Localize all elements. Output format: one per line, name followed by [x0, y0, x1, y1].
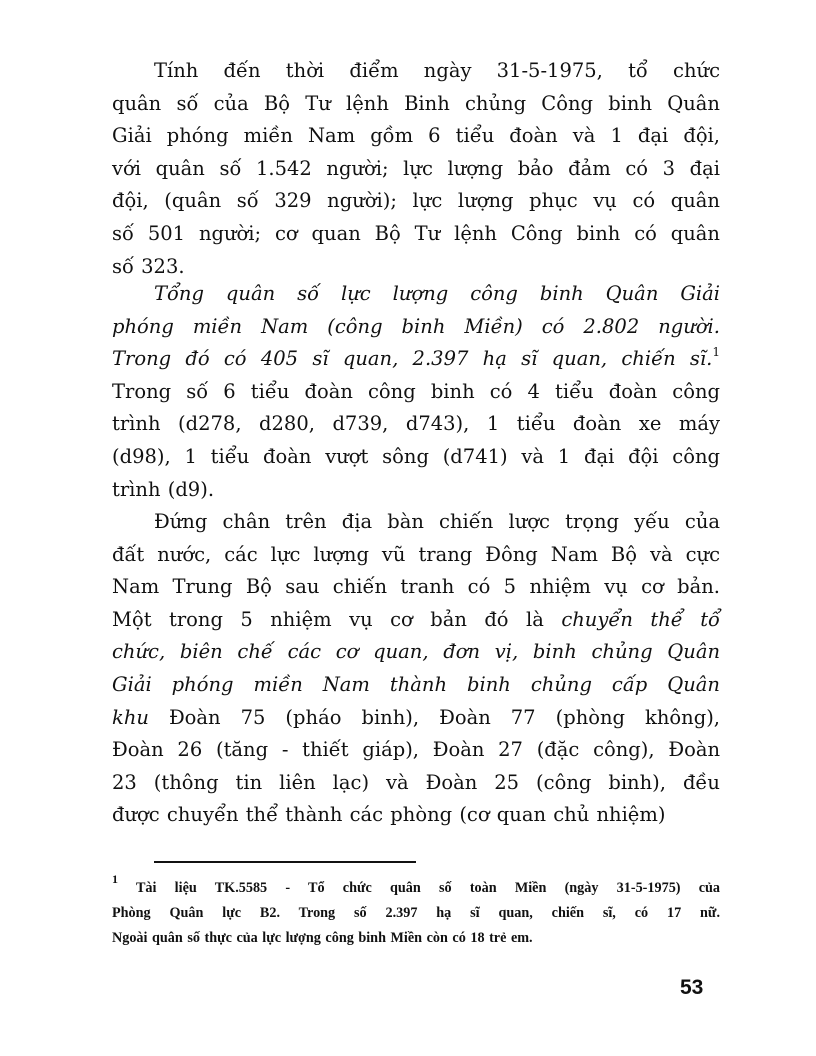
- text-line: [112, 767, 720, 800]
- text-line: [112, 376, 720, 409]
- text-segment: số 323.: [112, 254, 185, 278]
- text-segment: Tổng quân số lực lượng công binh Quân Giải: [154, 282, 720, 305]
- text-line: [112, 441, 720, 474]
- footnote: [112, 872, 721, 951]
- footnote-line: Ngoài quân số thực của lực lượng công binh Miền còn có 18 trẻ em.: [112, 930, 533, 946]
- text-segment: Một trong 5 nhiệm vụ cơ bản đó là: [112, 607, 562, 631]
- text-line: [112, 734, 720, 767]
- text-segment: Giải phóng miền Nam thành binh chủng cấp Quân: [112, 672, 720, 696]
- text-segment: được chuyển thể thành các phòng (cơ quan chủ nhiệm): [112, 803, 666, 827]
- text-line: [112, 343, 720, 376]
- footnote-line: Phòng Quân lực B2. Trong số 2.397 hạ sĩ quan, chiến sĩ, có 17 nữ.: [112, 905, 720, 921]
- text-line: [112, 539, 720, 572]
- text-line: [112, 474, 720, 507]
- text-segment: khu: [112, 705, 149, 729]
- text-segment: đội, (quân số 329 người); lực lượng phục vụ có quân: [112, 189, 720, 213]
- text-segment: phóng miền Nam (công binh Miền) có 2.802 người.: [112, 314, 720, 338]
- text-line: [112, 408, 720, 441]
- text-segment: quân số của Bộ Tư lệnh Binh chủng Công binh Quân: [112, 91, 720, 115]
- text-line: [112, 799, 720, 832]
- text-line: [112, 506, 720, 539]
- paragraph-1: [112, 55, 720, 283]
- footnote-text: Tài liệu TK.5585 - Tổ chức quân số toàn Miền (ngày 31-5-1975) của: [135, 880, 721, 896]
- footnote-separator: [154, 861, 416, 863]
- text-segment: Đứng chân trên địa bàn chiến lược trọng yếu của: [154, 510, 720, 533]
- text-line: [112, 311, 720, 344]
- text-segment: với quân số 1.542 người; lực lượng bảo đảm có 3 đại: [112, 156, 720, 180]
- text-line: [112, 669, 720, 702]
- page-number: 53: [680, 976, 704, 999]
- text-segment: chuyển thể tổ: [561, 607, 720, 631]
- text-segment: số 501 người; cơ quan Bộ Tư lệnh Công binh có quân: [112, 221, 720, 245]
- text-segment: Đoàn 26 (tăng - thiết giáp), Đoàn 27 (đặc công), Đoàn: [112, 738, 720, 762]
- text-line: [112, 120, 720, 153]
- text-line: [112, 571, 720, 604]
- text-segment: trình (d278, d280, d739, d743), 1 tiểu đoàn xe máy: [112, 412, 720, 436]
- text-segment: chức, biên chế các cơ quan, đơn vị, binh chủng Quân: [112, 640, 720, 664]
- footnote-line: [112, 872, 721, 901]
- footnote-marker: 1: [112, 872, 118, 886]
- text-line: [112, 604, 720, 637]
- text-segment: (d98), 1 tiểu đoàn vượt sông (d741) và 1 đại đội công: [112, 444, 720, 468]
- text-segment: trình (d9).: [112, 477, 215, 501]
- paragraph-3: [112, 506, 720, 832]
- text-segment: Đoàn 75 (pháo binh), Đoàn 77 (phòng không),: [148, 705, 720, 729]
- text-line: [112, 185, 720, 218]
- paragraph-2: [112, 278, 720, 506]
- text-segment: Trong số 6 tiểu đoàn công binh có 4 tiểu đoàn công: [112, 379, 720, 403]
- text-segment: Nam Trung Bộ sau chiến tranh có 5 nhiệm vụ cơ bản.: [112, 575, 720, 599]
- text-line: [112, 278, 720, 311]
- text-segment: 23 (thông tin liên lạc) và Đoàn 25 (công binh), đều: [112, 770, 720, 794]
- footnote-reference: 1: [712, 345, 720, 360]
- text-segment: Tính đến thời điểm ngày 31-5-1975, tổ chức: [154, 59, 720, 82]
- text-line: [112, 218, 720, 251]
- text-line: [112, 55, 720, 88]
- text-line: [112, 153, 720, 186]
- text-line: [112, 702, 720, 735]
- text-segment: Giải phóng miền Nam gồm 6 tiểu đoàn và 1 đại đội,: [112, 124, 720, 148]
- text-line: [112, 88, 720, 121]
- text-segment: Trong đó có 405 sĩ quan, 2.397 hạ sĩ quan, chiến sĩ.: [112, 347, 713, 371]
- text-line: [112, 636, 720, 669]
- text-segment: đất nước, các lực lượng vũ trang Đông Nam Bộ và cực: [112, 542, 720, 566]
